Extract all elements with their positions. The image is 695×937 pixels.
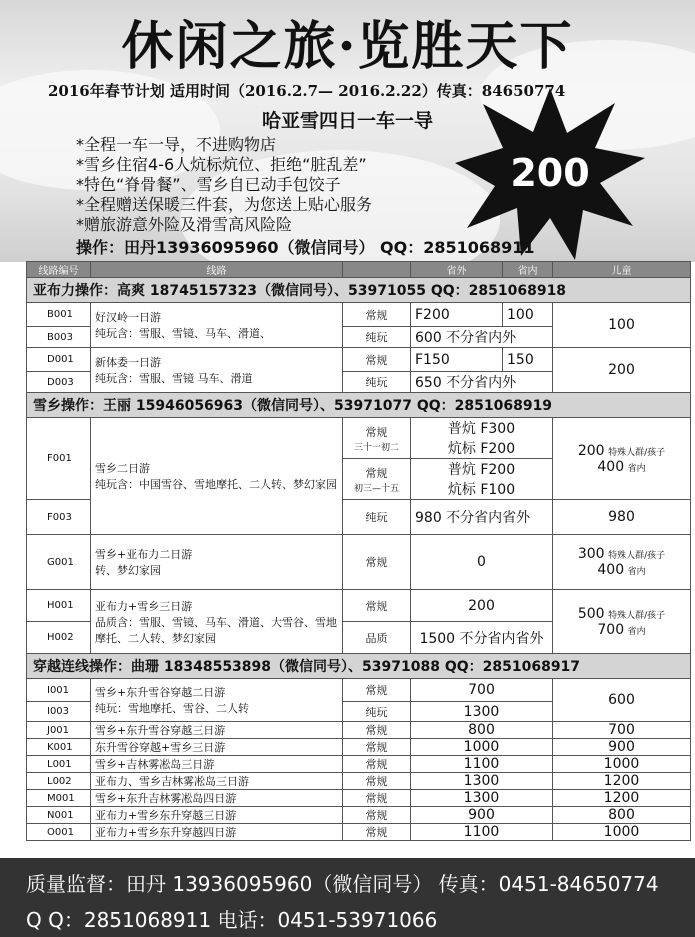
price-out: F150: [411, 348, 503, 372]
route-includes: 摩托、二人转、梦幻家园: [95, 631, 216, 645]
tour-type: 常规: [343, 756, 411, 773]
feature-item: *全程一车一导，不进购物店: [76, 135, 277, 154]
tour-type: 常规: [343, 790, 411, 807]
table-row: [27, 824, 691, 841]
col-route: 线路: [91, 262, 343, 278]
price-line: 普炕 F300: [447, 421, 516, 437]
footer-contact: Q Q：2851068911 电话：0451-53971066: [26, 908, 438, 932]
price-all: 1300: [411, 773, 553, 790]
price-all: 900: [411, 807, 553, 824]
route-includes: 品质含：雪服、雪镜、马车、滑道、大雪谷、雪地: [95, 615, 337, 629]
route-name: 新体委一日游: [95, 356, 161, 369]
child-price: 700: [597, 621, 625, 638]
price-all: 800: [411, 722, 553, 739]
price-all: 1500 不分省内省外: [411, 622, 553, 654]
route-code: N001: [27, 807, 91, 824]
child-price: 400: [597, 562, 625, 578]
route-code: B001: [27, 303, 91, 327]
main-title: 休闲之旅·览胜天下: [121, 16, 574, 77]
price-child: [553, 535, 691, 590]
price-kang: [411, 459, 553, 500]
tour-type: 纯玩: [343, 327, 411, 348]
route-name: 雪乡二日游: [95, 462, 150, 475]
price-in: 100: [503, 303, 553, 327]
price-in: 150: [503, 348, 553, 372]
price-child: 1000: [553, 824, 691, 841]
route-name: 亚布力、雪乡吉林雾凇岛三日游: [91, 773, 343, 790]
col-in: 省内: [503, 262, 553, 278]
price-child: 1000: [553, 756, 691, 773]
table-row: [27, 773, 691, 790]
feature-item: *赠旅游意外险及滑雪高风险险: [76, 215, 293, 234]
tour-type: 常规: [343, 739, 411, 756]
route-code: G001: [27, 535, 91, 590]
route-code: M001: [27, 790, 91, 807]
price-line: 炕标 F100: [447, 482, 516, 498]
tour-type: 常规: [343, 807, 411, 824]
route-desc: [91, 303, 343, 348]
price-child: 900: [553, 739, 691, 756]
route-code: B003: [27, 327, 91, 348]
route-desc: [91, 535, 343, 590]
child-note: 省内: [627, 626, 646, 637]
feature-item: *全程赠送保暖三件套，为您送上贴心服务: [76, 195, 373, 214]
subtitle: 2016年春节计划 适用时间（2016.2.7— 2016.2.22）传真：84650774: [48, 82, 566, 100]
child-price: 500: [577, 605, 605, 622]
route-code: K001: [27, 739, 91, 756]
route-desc: [91, 418, 343, 535]
price-all: 980 不分省内省外: [411, 500, 553, 535]
tour-type: 纯玩: [343, 702, 411, 722]
route-code: D003: [27, 372, 91, 393]
route-title: 哈亚雪四日一车一导: [261, 110, 433, 132]
tour-type: 常规: [343, 824, 411, 841]
tour-type: [343, 459, 411, 500]
route-code: L001: [27, 756, 91, 773]
section-yabuli: 亚布力操作：高爽 18745157323（微信同号）、53971055 QQ：2851068918: [27, 278, 691, 303]
price-starburst-icon: [455, 88, 645, 260]
col-out: 省外: [411, 262, 503, 278]
tour-type: 常规: [343, 679, 411, 702]
feature-item: *雪乡住宿4-6人炕标炕位、拒绝“脏乱差”: [76, 155, 367, 174]
route-name: 亚布力+雪乡东升穿越三日游: [91, 807, 343, 824]
route-code: I001: [27, 679, 91, 702]
price-all: 0: [411, 535, 553, 590]
col-type: [343, 262, 411, 278]
tour-type: 常规: [343, 722, 411, 739]
price-child: 800: [553, 807, 691, 824]
route-name: 雪乡+东升雪谷穿越三日游: [91, 722, 343, 739]
footer-bar: [0, 858, 695, 937]
route-desc: [91, 679, 343, 722]
route-code: J001: [27, 722, 91, 739]
route-code: I003: [27, 702, 91, 722]
date-range: 三十一初二: [353, 442, 399, 453]
price-child: 980: [553, 500, 691, 535]
tour-type-label: 常规: [365, 425, 388, 439]
col-child: 儿童: [553, 262, 691, 278]
route-code: F003: [27, 500, 91, 535]
child-note: 省内: [627, 567, 646, 577]
tour-type: 常规: [343, 303, 411, 327]
table-row: [27, 756, 691, 773]
table-header: [27, 262, 691, 278]
child-note: 特殊人群/孩子: [608, 551, 666, 561]
route-name: 雪乡+东升雪谷穿越二日游: [95, 686, 226, 699]
tour-type: 纯玩: [343, 500, 411, 535]
header-banner: [0, 0, 695, 262]
route-name: 亚布力+雪乡三日游: [95, 599, 193, 613]
tour-type: 常规: [343, 535, 411, 590]
child-note: 特殊人群/孩子: [608, 610, 666, 621]
child-price: 300: [577, 546, 605, 562]
table-row: [27, 807, 691, 824]
route-code: O001: [27, 824, 91, 841]
price-child: 200: [553, 348, 691, 393]
route-name: 好汉岭一日游: [95, 311, 161, 324]
route-desc: [91, 590, 343, 654]
tour-type: 品质: [343, 622, 411, 654]
route-desc: [91, 348, 343, 393]
child-price: 200: [577, 442, 605, 459]
price-all: 200: [411, 590, 553, 622]
price-all: 1100: [411, 756, 553, 773]
price-child: 100: [553, 303, 691, 348]
operator-line: 操作：田丹13936095960（微信同号） QQ：2851068911: [76, 238, 535, 257]
route-includes: 纯玩含：雪服、雪镜、马车、滑道、: [95, 327, 271, 340]
tour-type: 纯玩: [343, 372, 411, 393]
tour-type-label: 常规: [365, 466, 388, 480]
section-chuanyue: 穿越连线操作：曲珊 18348553898（微信同号）、53971088 QQ：2851068917: [27, 654, 691, 679]
feature-list: [76, 135, 372, 235]
price-all: 700: [411, 679, 553, 702]
col-code: 线路编号: [27, 262, 91, 278]
route-code: H001: [27, 590, 91, 622]
price-kang: [411, 418, 553, 459]
price-child: [553, 590, 691, 654]
route-includes: 转、梦幻家园: [95, 564, 161, 577]
price-out: F200: [411, 303, 503, 327]
price-line: 炕标 F200: [447, 441, 516, 457]
route-includes: 纯玩：雪地摩托、雪谷、二人转: [95, 702, 249, 715]
tour-type: [343, 418, 411, 459]
child-note: 省内: [627, 463, 646, 474]
price-child: 600: [553, 679, 691, 722]
route-code: L002: [27, 773, 91, 790]
price-all: 650 不分省内外: [411, 372, 553, 393]
price-child: [553, 418, 691, 500]
route-table: [26, 261, 691, 841]
route-name: 雪乡+吉林雾凇岛三日游: [91, 756, 343, 773]
section-xuexiang: 雪乡操作：王丽 15946056963（微信同号）、53971077 QQ：2851068919: [27, 393, 691, 418]
table-row: [27, 739, 691, 756]
price-child: 1200: [553, 773, 691, 790]
child-note: 特殊人群/孩子: [608, 447, 666, 458]
route-name: 东升雪谷穿越+雪乡三日游: [91, 739, 343, 756]
route-code: F001: [27, 418, 91, 500]
table-row: [27, 790, 691, 807]
price-child: 700: [553, 722, 691, 739]
price-badge: 200: [510, 151, 590, 195]
child-price: 400: [597, 458, 625, 475]
route-includes: 纯玩含：中国雪谷、雪地摩托、二人转、梦幻家园: [95, 478, 337, 491]
tour-type: 常规: [343, 773, 411, 790]
price-all: 600 不分省内外: [411, 327, 553, 348]
route-code: D001: [27, 348, 91, 372]
footer-supervision: 质量监督：田丹 13936095960（微信同号） 传真：0451-84650774: [26, 872, 659, 896]
price-all: 1100: [411, 824, 553, 841]
route-name: 雪乡+东升吉林雾凇岛四日游: [91, 790, 343, 807]
tour-type: 常规: [343, 348, 411, 372]
price-line: 普炕 F200: [447, 462, 516, 478]
feature-item: *特色“脊骨餐”、雪乡自已动手包饺子: [76, 175, 341, 194]
route-name: 雪乡+亚布力二日游: [95, 548, 193, 561]
route-name: 亚布力+雪乡东升穿越四日游: [91, 824, 343, 841]
route-includes: 纯玩含：雪服、雪镜 马车、滑道: [95, 372, 253, 385]
table-row: [27, 722, 691, 739]
date-range: 初三—十五: [353, 483, 399, 494]
price-all: 1300: [411, 790, 553, 807]
tour-type: 常规: [343, 590, 411, 622]
price-all: 1000: [411, 739, 553, 756]
route-code: H002: [27, 622, 91, 654]
price-child: 1200: [553, 790, 691, 807]
price-all: 1300: [411, 702, 553, 722]
